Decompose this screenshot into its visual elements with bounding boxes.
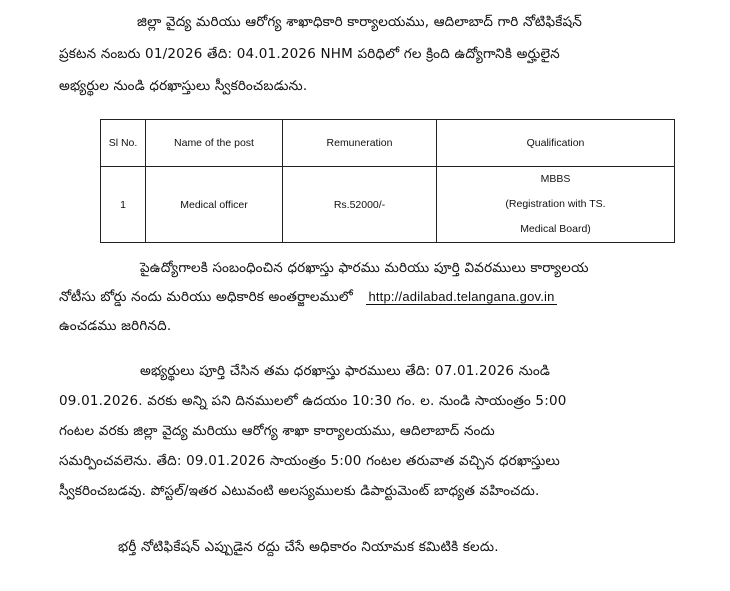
para3-line-3: గంటల వరకు జిల్లా వైద్య మరియు ఆరోగ్య శాఖా కార్యాలయము, ఆదిలాబాద్ నందు bbox=[59, 423, 495, 439]
para4-line-1: భర్తీ నోటిఫికేషన్ ఎప్పుడైన రద్దు చేసే అధికారం నియామక కమిటికి కలదు. bbox=[118, 539, 499, 555]
qualification-line: MBBS bbox=[540, 173, 571, 185]
intro-line-3: అభ్యర్థుల నుండి ధరఖాస్తులు స్వీకరించబడును. bbox=[59, 78, 308, 94]
table-header-row bbox=[101, 120, 675, 167]
qualification-line: Medical Board) bbox=[520, 223, 591, 235]
para3-line-1: అభ్యర్థులు పూర్తి చేసిన తమ ధరఖాస్తు ఫారములు తేది: 07.01.2026 నుండి bbox=[140, 363, 551, 379]
header-post-name: Name of the post bbox=[146, 120, 283, 167]
para2-line-2 bbox=[59, 289, 557, 308]
cell-post-name: Medical officer bbox=[146, 167, 283, 243]
table-row bbox=[101, 167, 675, 243]
para3-line-4: సమర్పించవలెను. తేది: 09.01.2026 సాయంత్రం 5:00 గంటల తరువాత వచ్చిన ధరఖాస్తులు bbox=[59, 453, 560, 469]
intro-line-2: ప్రకటన నంబరు 01/2026 తేది: 04.01.2026 NHM పరిధిలో గల క్రింది ఉద్యోగానికి అర్హులైన bbox=[59, 46, 560, 62]
posts-table bbox=[100, 119, 675, 243]
header-remuneration: Remuneration bbox=[283, 120, 437, 167]
cell-qualification bbox=[437, 167, 675, 243]
intro-line-1: జిల్లా వైద్య మరియు ఆరోగ్య శాఖాధికారి కార్యాలయము, ఆదిలాబాద్ గారి నోటిఫికేషన్ bbox=[137, 14, 583, 30]
header-qualification: Qualification bbox=[437, 120, 675, 167]
header-sl-no: Sl No. bbox=[101, 120, 146, 167]
para2-line-3: ఉంచడము జరిగినది. bbox=[59, 318, 172, 334]
para2-line-1: పైఉద్యోగాలకి సంబంధించిన ధరఖాస్తు ఫారము మరియు పూర్తి వివరములు కార్యాలయ bbox=[140, 260, 589, 276]
qualification-line: (Registration with TS. bbox=[505, 198, 606, 210]
cell-sl-no: 1 bbox=[101, 167, 146, 243]
para3-line-5: స్వీకరించబడవు. పోస్టల్/ఇతర ఎటువంటి అలస్యములకు డిపార్టుమెంట్ బాధ్యత వహించదు. bbox=[59, 483, 540, 499]
para2-line-2-text: నోటీసు బోర్డు నందు మరియు అధికారిక అంతర్జాలములో bbox=[59, 289, 353, 305]
cell-remuneration: Rs.52000/- bbox=[283, 167, 437, 243]
para3-line-2: 09.01.2026. వరకు అన్ని పని దినములలో ఉదయం 10:30 గం. ల. నుండి సాయంత్రం 5:00 bbox=[59, 393, 567, 409]
website-link[interactable]: http://adilabad.telangana.gov.in bbox=[368, 289, 555, 304]
